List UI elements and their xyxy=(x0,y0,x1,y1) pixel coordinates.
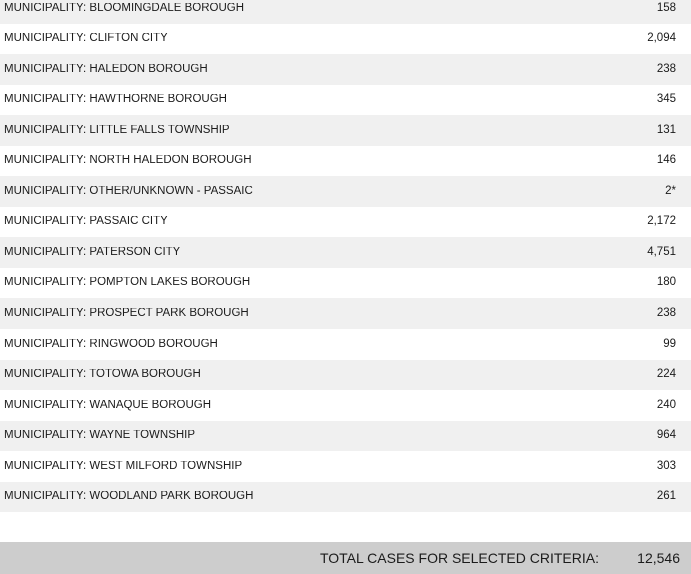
case-count: 2,172 xyxy=(647,215,676,228)
table-row xyxy=(0,390,691,421)
case-count: 180 xyxy=(656,276,676,289)
table-row xyxy=(0,421,691,452)
municipality-label: MUNICIPALITY: POMPTON LAKES BOROUGH xyxy=(4,277,251,289)
case-count: 2* xyxy=(665,184,676,197)
case-count: 158 xyxy=(656,1,676,14)
case-count: 2,094 xyxy=(647,32,676,45)
municipality-label: MUNICIPALITY: WANAQUE BOROUGH xyxy=(4,399,212,411)
municipality-label: MUNICIPALITY: TOTOWA BOROUGH xyxy=(4,369,201,381)
case-count: 261 xyxy=(656,490,676,503)
case-count: 964 xyxy=(656,429,676,442)
table-row xyxy=(0,482,691,513)
municipality-label: MUNICIPALITY: WOODLAND PARK BOROUGH xyxy=(4,491,254,503)
case-count: 131 xyxy=(656,123,676,136)
case-count: 146 xyxy=(656,154,676,167)
municipality-label: MUNICIPALITY: RINGWOOD BOROUGH xyxy=(4,338,218,350)
municipality-label: MUNICIPALITY: OTHER/UNKNOWN - PASSAIC xyxy=(4,185,253,197)
municipality-label: MUNICIPALITY: WAYNE TOWNSHIP xyxy=(4,430,196,442)
case-count: 345 xyxy=(656,93,676,106)
table-row xyxy=(0,329,691,360)
table-row xyxy=(0,451,691,482)
table-row xyxy=(0,115,691,146)
table-row xyxy=(0,237,691,268)
table-row xyxy=(0,24,691,55)
municipality-label: MUNICIPALITY: PATERSON CITY xyxy=(4,246,181,258)
municipality-label: MUNICIPALITY: PASSAIC CITY xyxy=(4,216,168,228)
municipality-label: MUNICIPALITY: CLIFTON CITY xyxy=(4,33,168,45)
case-count: 238 xyxy=(656,306,676,319)
table-row xyxy=(0,0,691,24)
table-row xyxy=(0,54,691,85)
total-value: 12,546 xyxy=(637,550,680,566)
case-count: 4,751 xyxy=(647,245,676,258)
total-bar xyxy=(0,542,691,574)
case-count: 238 xyxy=(656,62,676,75)
municipality-label: MUNICIPALITY: BLOOMINGDALE BOROUGH xyxy=(4,2,245,14)
municipality-label: MUNICIPALITY: WEST MILFORD TOWNSHIP xyxy=(4,460,243,472)
case-count: 224 xyxy=(656,368,676,381)
municipality-label: MUNICIPALITY: HAWTHORNE BOROUGH xyxy=(4,94,227,106)
table-row xyxy=(0,360,691,391)
table-row xyxy=(0,268,691,299)
table-row xyxy=(0,85,691,116)
total-label: TOTAL CASES FOR SELECTED CRITERIA: xyxy=(319,550,599,566)
case-count: 240 xyxy=(656,398,676,411)
table-row xyxy=(0,207,691,238)
table-row xyxy=(0,176,691,207)
case-count: 303 xyxy=(656,459,676,472)
table-row xyxy=(0,298,691,329)
case-count: 99 xyxy=(663,337,676,350)
table-row xyxy=(0,146,691,177)
municipality-label: MUNICIPALITY: HALEDON BOROUGH xyxy=(4,63,208,75)
municipality-label: MUNICIPALITY: LITTLE FALLS TOWNSHIP xyxy=(4,124,230,136)
municipality-label: MUNICIPALITY: PROSPECT PARK BOROUGH xyxy=(4,307,249,319)
municipality-label: MUNICIPALITY: NORTH HALEDON BOROUGH xyxy=(4,155,252,167)
